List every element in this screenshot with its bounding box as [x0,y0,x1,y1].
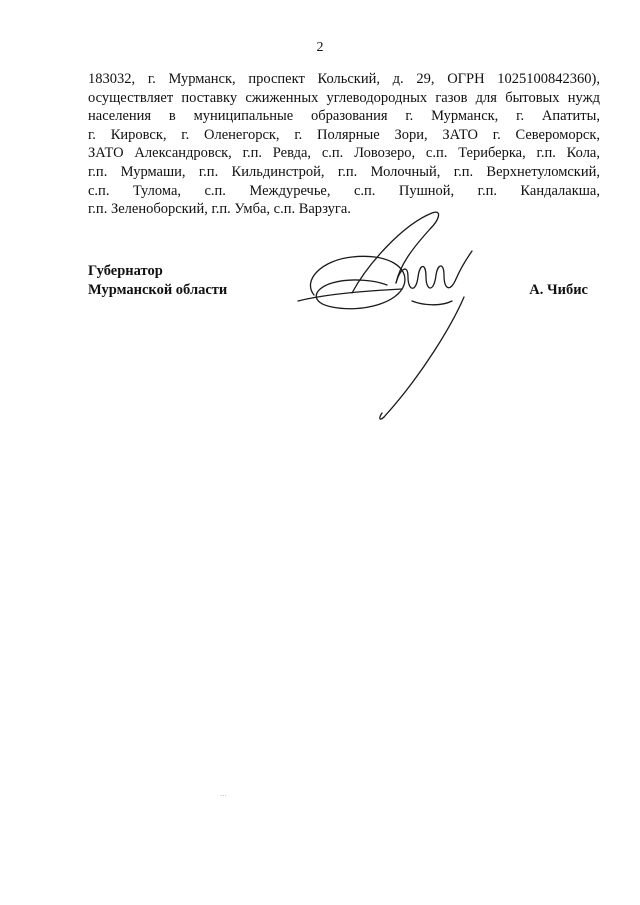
signer-name: А. Чибис [529,282,588,298]
signer-position [88,262,227,300]
handwritten-signature-icon [292,205,492,425]
body-line: г.п. Мурмаши, г.п. Кильдинстрой, г.п. Молочный, г.п. Верхнетуломский, [88,163,600,180]
scan-mark: ... [220,788,227,798]
signer-position-line-2: Мурманской области [88,282,228,298]
body-line: г. Кировск, г. Оленегорск, г. Полярные Зори, ЗАТО г. Североморск, [88,126,600,143]
body-line: с.п. Тулома, с.п. Междуречье, с.п. Пушной, г.п. Кандалакша, [88,182,600,199]
page-number: 2 [316,40,324,55]
body-line: г.п. Зеленоборский, г.п. Умба, с.п. Варзуга. [88,201,351,218]
signer-position-line-1: Губернатор [88,263,163,279]
body-paragraph [88,70,600,219]
body-line: населения в муниципальные образования г. Мурманск, г. Апатиты, [88,108,600,125]
body-line: ЗАТО Александровск, г.п. Ревда, с.п. Ловозеро, с.п. Териберка, г.п. Кола, [88,145,600,162]
body-line: 183032, г. Мурманск, проспект Кольский, д. 29, ОГРН 1025100842360), [88,71,600,87]
body-line: осуществляет поставку сжиженных углеводородных газов для бытовых нужд [88,89,600,106]
